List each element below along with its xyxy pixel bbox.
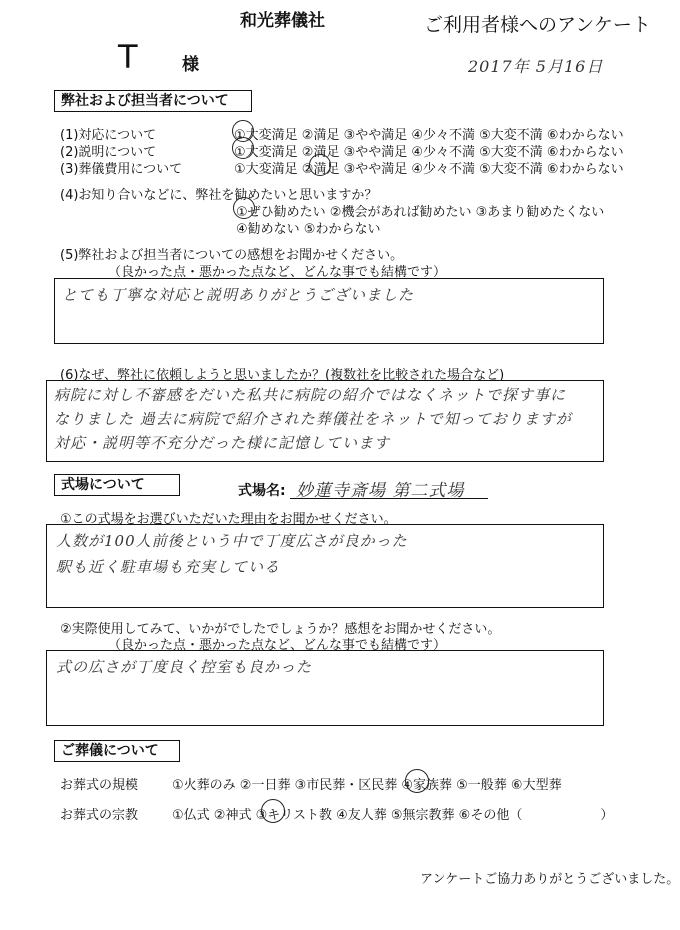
survey-date: 2017年 5月16日 <box>468 57 604 76</box>
venue-q2-sub: （良かった点・悪かった点など、どんな事でも結構です） <box>108 638 447 653</box>
venue-name: 妙蓮寺斎場 第二式場 <box>296 481 465 501</box>
funeral-scale-label: お葬式の規模 <box>60 778 139 793</box>
honorific: 様 <box>182 55 199 75</box>
funeral-religion-selected-mark <box>261 799 285 823</box>
company-name: 和光葬儀社 <box>240 11 325 31</box>
venue-q1-answer-line-1: 人数が100人前後という中で丁度広さが良かった <box>56 532 408 550</box>
venue-q2-label: ②実際使用してみて、いかがでしたでしょうか？感想をお聞かせください。 <box>60 622 501 637</box>
venue-label: 式場名: <box>238 483 286 499</box>
venue-underline <box>290 498 488 499</box>
section-company-staff-title: 弊社および担当者について <box>54 90 252 112</box>
q3-options: ①大変満足 ②満足 ③やや満足 ④少々不満 ⑤大変不満 ⑥わからない <box>234 162 624 177</box>
funeral-scale-selected-mark <box>405 769 429 793</box>
q4-options-line2: ④勧めない ⑤わからない <box>236 222 381 237</box>
section-venue-title: 式場について <box>54 474 180 496</box>
venue-q2-answer: 式の広さが丁度良く控室も良かった <box>56 658 313 676</box>
funeral-religion-label: お葬式の宗教 <box>60 808 139 823</box>
section-funeral-title: ご葬儀について <box>54 740 180 762</box>
q3-label: (3)葬儀費用について <box>60 162 183 177</box>
customer-initial: T <box>118 38 138 76</box>
q5-answer: とても丁寧な対応と説明ありがとうございました <box>62 286 415 304</box>
q5-label: (5)弊社および担当者についての感想をお聞かせください。 <box>60 248 404 263</box>
q4-selected-mark <box>233 197 255 219</box>
q6-answer-line-1: 病院に対し不審感をだいた私共に病院の紹介ではなくネットで探す事に <box>54 386 567 404</box>
q2-label: (2)説明について <box>60 145 157 160</box>
q1-options: ①大変満足 ②満足 ③やや満足 ④少々不満 ⑤大変不満 ⑥わからない <box>234 128 624 143</box>
q6-answer-line-2: なりました 過去に病院で紹介された葬儀社をネットで知っておりますが <box>54 410 572 428</box>
q6-label: (6)なぜ、弊社に依頼しようと思いましたか？(複数社を比較された場合など) <box>60 368 505 383</box>
q3-selected-mark <box>309 154 331 176</box>
venue-q1-answer-line-2: 駅も近く駐車場も充実している <box>56 558 281 576</box>
q5-sub: （良かった点・悪かった点など、どんな事でも結構です） <box>108 265 447 280</box>
funeral-religion-options: ①仏式 ②神式 ③キリスト教 ④友人葬 ⑤無宗教葬 ⑥その他（ ） <box>172 808 614 823</box>
q2-selected-mark <box>232 137 254 159</box>
q6-answer-line-3: 対応・説明等不充分だった様に記憶しています <box>54 434 391 452</box>
funeral-scale-options: ①火葬のみ ②一日葬 ③市民葬・区民葬 ④家族葬 ⑤一般葬 ⑥大型葬 <box>172 778 562 793</box>
q1-label: (1)対応について <box>60 128 157 143</box>
venue-q1-label: ①この式場をお選びいただいた理由をお聞かせください。 <box>60 512 397 527</box>
footer-thanks: アンケートご協力ありがとうございました。 <box>420 872 680 887</box>
q4-options-line1: ①ぜひ勧めたい ②機会があれば勧めたい ③あまり勧めたくない <box>236 205 605 220</box>
q4-label: (4)お知り合いなどに、弊社を勧めたいと思いますか？ <box>60 188 378 203</box>
q2-options: ①大変満足 ②満足 ③やや満足 ④少々不満 ⑤大変不満 ⑥わからない <box>234 145 624 160</box>
survey-title: ご利用者様へのアンケート <box>424 14 651 36</box>
